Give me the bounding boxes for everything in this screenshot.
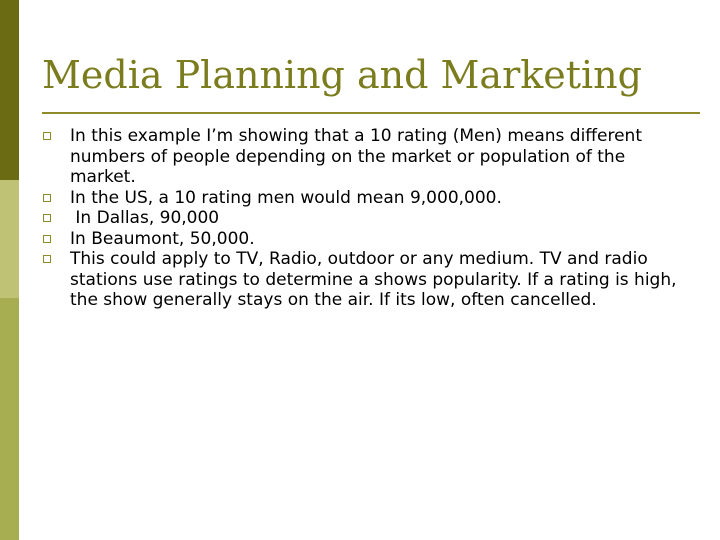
sidebar-segment-bottom (0, 298, 19, 540)
square-bullet-icon (43, 214, 51, 222)
square-bullet-icon (43, 235, 51, 243)
bullet-item (40, 229, 690, 250)
bullet-item (40, 126, 690, 188)
bullet-text: In Dallas, 90,000 (70, 208, 220, 228)
square-bullet-icon (43, 255, 51, 263)
slide-title: Media Planning and Marketing (42, 53, 642, 97)
title-underline (42, 112, 700, 114)
bullet-item (40, 208, 690, 229)
sidebar-accent-bar (0, 0, 19, 540)
bullet-text: In the US, a 10 rating men would mean 9,000,000. (70, 187, 502, 208)
bullet-list (40, 126, 690, 311)
bullet-item (40, 249, 690, 311)
square-bullet-icon (43, 194, 51, 202)
square-bullet-icon (43, 132, 51, 140)
bullet-text: This could apply to TV, Radio, outdoor or any medium. TV and radio stations use ratings to determine a shows popularity. If a rating is high, the show generally stays on the air. If its low, often cancelled. (70, 249, 677, 310)
bullet-item (40, 188, 690, 209)
bullet-text: In this example I’m showing that a 10 rating (Men) means different numbers of people depending on the market or population of the market. (70, 126, 642, 187)
bullet-text: In Beaumont, 50,000. (70, 228, 255, 249)
sidebar-segment-top (0, 0, 19, 180)
sidebar-segment-middle (0, 180, 19, 298)
